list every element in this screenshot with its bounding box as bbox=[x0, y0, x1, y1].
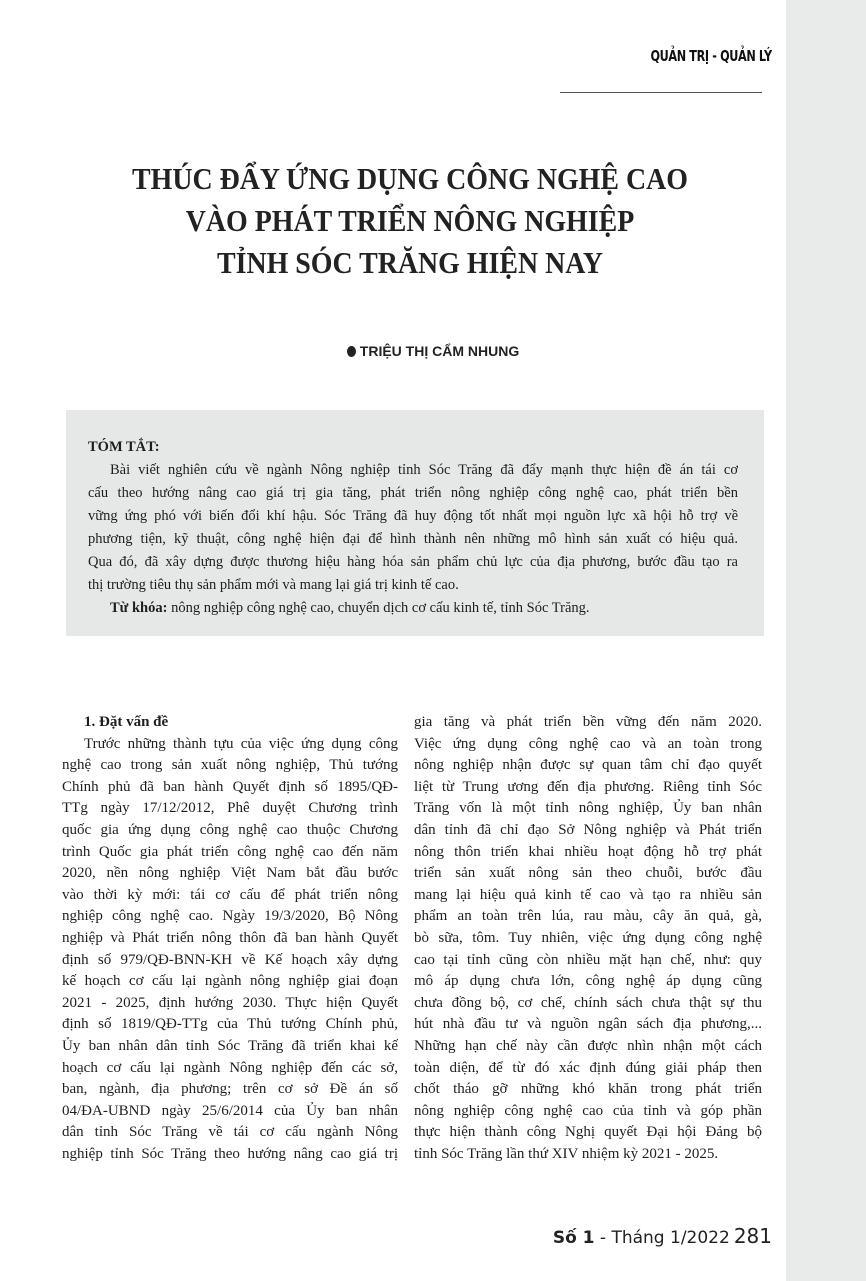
text-line: TTg ngày 17/12/2012, Phê duyệt Chương trình bbox=[62, 800, 398, 817]
page-footer bbox=[553, 1224, 772, 1248]
page-edge-margin bbox=[786, 0, 866, 1281]
text-line: 2020, nền nông nghiệp Việt Nam bắt đầu bước bbox=[62, 865, 398, 882]
keywords-label: Từ khóa: bbox=[110, 600, 168, 616]
issue-number: Số 1 bbox=[552, 1228, 595, 1248]
text-line: thực hiện thành công Nghị quyết Đại hội Đảng bộ bbox=[414, 1124, 762, 1141]
text-line: vào thời kỳ mới: tái cơ cấu để phát triển nông bbox=[62, 886, 398, 903]
title-line: VÀO PHÁT TRIỂN NÔNG NGHIỆP bbox=[185, 203, 635, 238]
text-line: ban, ngành, địa phương; trên cơ sở Đề án số bbox=[62, 1081, 398, 1098]
text-line: 2021 - 2025, định hướng 2030. Thực hiện Quyết bbox=[62, 994, 398, 1011]
text-line: quốc gia ứng dụng công nghệ cao thuộc Chương bbox=[62, 821, 398, 838]
text-line: Chính phủ đã ban hành Quyết định số 1895/QĐ- bbox=[62, 778, 398, 795]
title-line: THÚC ĐẨY ỨNG DỤNG CÔNG NGHỆ CAO bbox=[132, 161, 688, 196]
text-line: triển sản xuất nông sản theo chuỗi, bước đầu bbox=[414, 865, 762, 882]
abstract-label: TÓM TẮT: bbox=[88, 439, 160, 455]
text-line: chưa đồng bộ, cơ chế, chính sách chưa thật sự thu bbox=[414, 994, 762, 1011]
author-name: TRIỆU THỊ CẨM NHUNG bbox=[359, 343, 520, 359]
text-line: nghiệp công nghệ cao. Ngày 19/3/2020, Bộ Nông bbox=[62, 908, 398, 925]
text-line: mang lại hiệu quả kinh tế cao và tạo ra nhiều sản bbox=[414, 886, 762, 903]
author bbox=[0, 343, 866, 359]
text-line: thị trường tiêu thụ sản phẩm mới và mang lại giá trị kinh tế cao. bbox=[88, 577, 459, 593]
keywords-text: nông nghiệp công nghệ cao, chuyển dịch cơ cấu kinh tế, tỉnh Sóc Trăng. bbox=[167, 600, 590, 616]
issue-month: - Tháng 1/2022 bbox=[594, 1228, 730, 1248]
text-line: toàn diện, để từ đó xác định đúng giải pháp then bbox=[414, 1059, 762, 1076]
text-line: Bài viết nghiên cứu về ngành Nông nghiệp tỉnh Sóc Trăng đã đẩy mạnh thực hiện đề án tái cơ bbox=[110, 462, 738, 478]
text-line: tỉnh Sóc Trăng lần thứ XIV nhiệm kỳ 2021 - 2025. bbox=[414, 1145, 719, 1162]
text-line: Trăng vốn là một tỉnh nông nghiệp, Ủy ban nhân bbox=[414, 800, 762, 817]
section-header: QUẢN TRỊ - QUẢN LÝ bbox=[650, 47, 772, 65]
header-rule bbox=[560, 92, 762, 93]
text-line: cao tại tỉnh cũng còn nhiều mặt hạn chế, như: quy bbox=[414, 951, 762, 968]
text-line: dân tỉnh đã chỉ đạo Sở Nông nghiệp và Phát triển bbox=[414, 821, 762, 838]
section-heading: 1. Đặt vấn đề bbox=[84, 714, 169, 730]
text-line: dân tỉnh Sóc Trăng về tái cơ cấu ngành Nông bbox=[62, 1124, 398, 1141]
text-line: gia tăng và phát triển bền vững đến năm 2020. bbox=[414, 714, 762, 730]
text-line: nông nghiệp công nghệ cao của tỉnh và góp phần bbox=[414, 1102, 762, 1119]
text-line: 04/ĐA-UBND ngày 25/6/2014 của Ủy ban nhân bbox=[62, 1102, 398, 1119]
text-line: cấu theo hướng nâng cao giá trị gia tăng, phát triển nông nghiệp công nghệ cao, phát triển bền bbox=[88, 485, 738, 501]
text-line: mô áp dụng chưa lớn, công nghệ áp dụng cũng bbox=[414, 973, 762, 990]
text-line: nghệ cao trong sản xuất nông nghiệp, Thủ tướng bbox=[62, 757, 398, 774]
text-line: hoạch cơ cấu lại ngành Nông nghiệp đến các sở, bbox=[62, 1059, 398, 1076]
text-line: nông nghiệp nhận được sự quan tâm chỉ đạo quyết bbox=[414, 757, 762, 774]
text-line: nghiệp và Phát triển nông thôn đã ban hành Quyết bbox=[62, 929, 398, 946]
text-line: Ủy ban nhân dân tỉnh Sóc Trăng đã triển khai kế bbox=[62, 1037, 398, 1054]
bullet-icon bbox=[347, 346, 356, 357]
page-number: 281 bbox=[733, 1224, 772, 1248]
text-line: Những hạn chế này cần được nhìn nhận một cách bbox=[414, 1037, 762, 1054]
text-line: nông thôn triển khai nhiều hoạt động hỗ trợ phát bbox=[414, 843, 762, 860]
column-left bbox=[62, 712, 398, 1165]
article-title bbox=[95, 158, 725, 284]
text-line: chốt tháo gỡ những khó khăn trong phát triển bbox=[414, 1081, 762, 1098]
column-right bbox=[414, 712, 762, 1165]
text-line: bò sữa, tôm. Tuy nhiên, việc ứng dụng công nghệ bbox=[414, 929, 762, 946]
title-line: TỈNH SÓC TRĂNG HIỆN NAY bbox=[216, 245, 604, 280]
text-line: nghiệp tỉnh Sóc Trăng theo hướng nâng cao giá trị bbox=[62, 1145, 398, 1162]
text-line: hút nhà đầu tư và nguồn ngân sách địa phương,... bbox=[414, 1016, 762, 1033]
text-line: liệt từ Trung ương đến địa phương. Riêng tỉnh Sóc bbox=[414, 778, 762, 795]
text-line: vững ứng phó với biến đổi khí hậu. Sóc Trăng đã huy động tốt nhất mọi nguồn lực xã hội hỗ trợ về bbox=[88, 508, 738, 524]
text-line: kế hoạch cơ cấu lại ngành nông nghiệp giai đoạn bbox=[62, 973, 398, 990]
text-line: Việc ứng dụng công nghệ cao và an toàn trong bbox=[414, 735, 762, 752]
text-line: trình Quốc gia phát triển công nghệ cao đến năm bbox=[62, 843, 398, 860]
text-line: Qua đó, đã xây dựng được thương hiệu hàng hóa sản phẩm chủ lực của địa phương, bước đầu tạo ra bbox=[88, 554, 738, 570]
text-line: phương tiện, kỹ thuật, công nghệ hiện đại để hình thành nên những mô hình sản xuất có hiệu quả. bbox=[88, 531, 738, 547]
text-line: Trước những thành tựu của việc ứng dụng công bbox=[84, 735, 398, 752]
text-line: định số 979/QĐ-BNN-KH về Kế hoạch xây dựng bbox=[62, 951, 398, 968]
text-line: định số 1819/QĐ-TTg của Thủ tướng Chính phủ, bbox=[62, 1016, 398, 1033]
abstract-box bbox=[66, 410, 764, 636]
text-line: phẩm an toàn trên lúa, rau màu, cây ăn quả, gà, bbox=[414, 908, 762, 925]
keywords bbox=[88, 597, 738, 620]
